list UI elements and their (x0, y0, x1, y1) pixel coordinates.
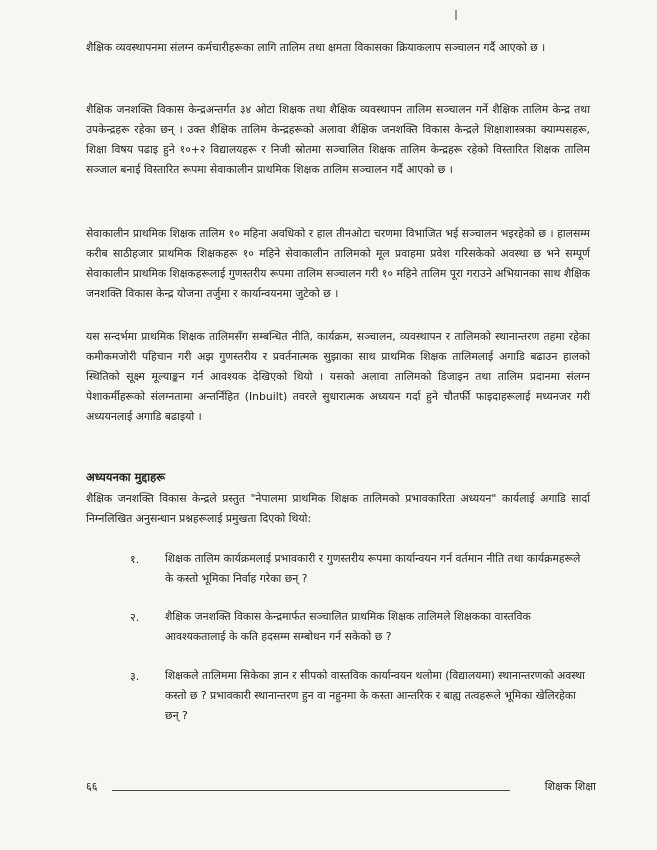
paragraph-3: सेवाकालीन प्राथमिक शिक्षक तालिम १० महिना अवधिको र हाल तीनओटा चरणमा विभाजित भई सञ्चालन भइरहेको छ । हालसम्म करीब साठीहजार प्राथमिक शिक्षकहरू १० महिने सेवाकालीन तालिमको मूल प्रवाहमा प्रवेश गरिसकेको अवस्था छ भने सम्पूर्ण सेवाकालीन प्राथमिक शिक्षकहरूलाई गुणस्तरीय रूपमा तालिम सञ्चालन गरी १० महिने तालिम पूरा गराउने अभियानका साथ शैक्षिक जनशक्ति विकास केन्द्र योजना तर्जुमा र कार्यान्वयनमा जुटेको छ । (86, 227, 590, 300)
page-number: ६६ (86, 780, 98, 793)
page-footer (86, 776, 596, 798)
question-text: शैक्षिक जनशक्ति विकास केन्द्रमार्फत सञ्चालित प्राथमिक शिक्षक तालिमले शिक्षकका वास्तविक आवश्यकतालाई के कति हदसम्म सम्बोधन गर्न सकेको छ ? (165, 610, 531, 643)
paragraph-1: शैक्षिक व्यवस्थापनमा संलग्न कर्मचारीहरूका लागि तालिम तथा क्षमता विकासका क्रियाकलाप सञ्चालन गर्दै आएको छ । (86, 41, 546, 54)
scan-mark (455, 10, 457, 20)
paragraph-4: यस सन्दर्भमा प्राथमिक शिक्षक तालिमसँग सम्बन्धित नीति, कार्यक्रम, सञ्चालन, व्यवस्थापन र तालिमको स्थानान्तरण तहमा रहेका कमीकमजोरी पहिचान गरी अझ गुणस्तरीय र प्रवर्तनात्मक सुझाका साथ प्राथमिक शिक्षक तालिमलाई अगाडि बढाउन हालको स्थितिको सूक्ष्म मूल्याङ्कन गर्न आवश्यक देखिएको थियो । यसको अलावा तालिमको डिजाइन तथा तालिम प्रदानमा संलग्न पेशाकर्मीहरूको संलग्नतामा अन्तर्निहित (Inbuilt) तवरले सुधारात्मक अध्ययन गर्दा हुने चौतर्फी फाइदाहरूलाई मध्यनजर गरी अध्ययनलाई अगाडि बढाइयो । (86, 330, 590, 423)
question-number: ३. (130, 670, 140, 683)
section-intro: शैक्षिक जनशक्ति विकास केन्द्रले प्रस्तुत "नेपालमा प्राथमिक शिक्षक तालिमको प्रभावकारिता अध्ययन" कार्यलाई अगाडि सार्दा निम्नलिखित अनुसन्धान प्रश्नहरूलाई प्रमुखता दिएको थियो: (86, 492, 590, 525)
question-number: २. (130, 611, 140, 624)
section-heading: अध्ययनका मुद्दाहरू (86, 470, 166, 484)
question-text: शिक्षक तालिम कार्यक्रमलाई प्रभावकारी र गुणस्तरीय रूपमा कार्यान्वयन गर्न वर्तमान नीति तथा कार्यक्रमहरूले के कस्तो भूमिका निर्वाह गरेका छन् ? (165, 552, 581, 585)
journal-title: शिक्षक शिक्षा (544, 780, 596, 793)
paragraph-2: शैक्षिक जनशक्ति विकास केन्द्रअन्तर्गत ३४ ओटा शिक्षक तथा शैक्षिक व्यवस्थापन तालिम सञ्चालन गर्ने शैक्षिक तालिम केन्द्र तथा उपकेन्द्रहरू रहेका छन् । उक्त शैक्षिक तालिम केन्द्रहरूको अलावा शैक्षिक जनशक्ति विकास केन्द्रले शिक्षाशास्त्रका क्याम्पसहरू, शिक्षा विषय पढाइ हुने १०+२ विद्यालयहरू र निजी स्रोतमा सञ्चालित शिक्षक तालिम केन्द्रहरू रहेको विस्तारित शिक्षक तालिम सञ्जाल बनाई विस्तारित रूपमा सेवाकालीन प्राथमिक शिक्षक तालिम सञ्चालन गर्दै आएको छ । (86, 103, 590, 176)
footer-rule (112, 790, 510, 791)
question-text: शिक्षकले तालिममा सिकेका ज्ञान र सीपको वास्तविक कार्यान्वयन थलोमा (विद्यालयमा) स्थानान्तरणको अवस्था कस्तो छ ? प्रभावकारी स्थानान्तरण हुन वा नहुनमा के कस्ता आन्तरिक र बाह्य तत्वहरूले भूमिका खेलिरहेका छन् ? (165, 669, 585, 722)
question-number: १. (130, 553, 140, 566)
